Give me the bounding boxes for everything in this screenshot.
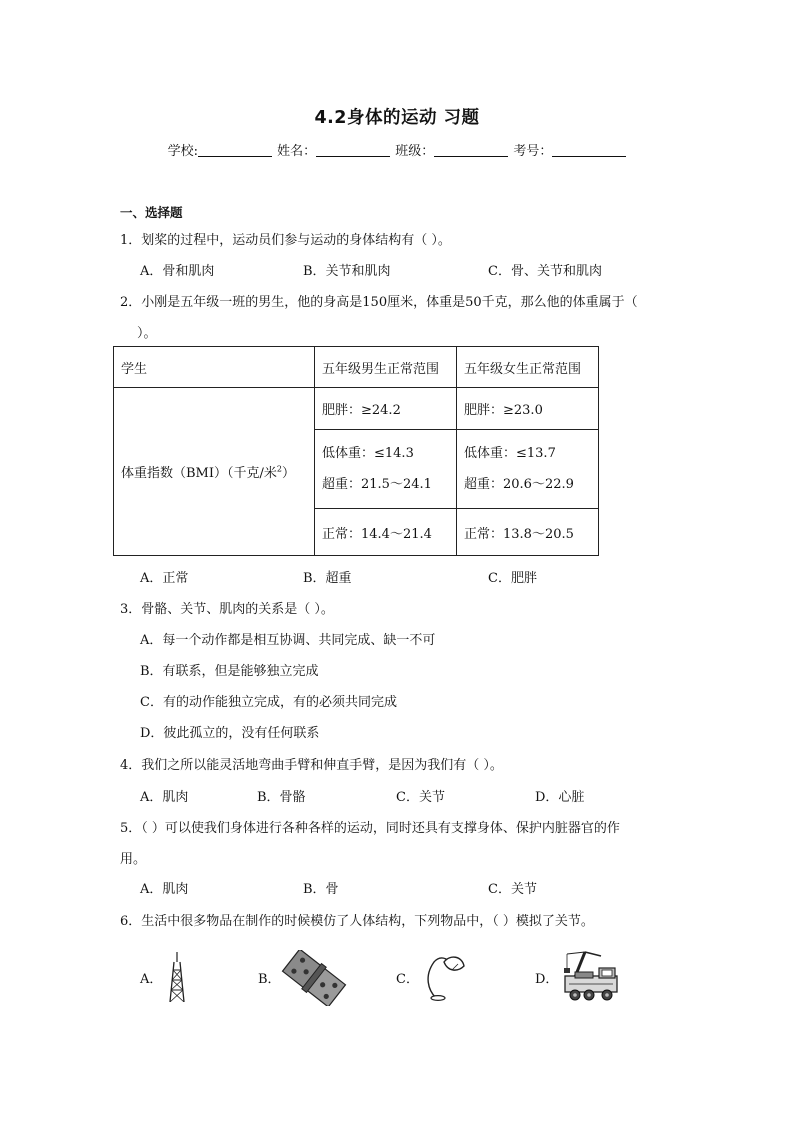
name-blank[interactable]	[316, 143, 390, 157]
girl-over: 超重：20.6～22.9	[464, 477, 574, 492]
q6-option-c[interactable]: C．	[396, 972, 419, 987]
girl-normal-cell: 正常：13.8～20.5	[457, 509, 599, 556]
hinge-icon[interactable]	[279, 950, 349, 1010]
girl-low: 低体重：≤13.7	[464, 446, 556, 461]
boy-obese-cell: 肥胖：≥24.2	[315, 388, 457, 430]
bmi-label-sup: 2	[276, 464, 282, 474]
bmi-table	[113, 346, 599, 556]
question-5-line-2: 用。	[120, 852, 147, 867]
q3-option-d[interactable]: D．彼此孤立的，没有任何联系	[140, 726, 320, 741]
q5-option-a[interactable]: A．肌肉	[140, 882, 189, 897]
q2-option-b[interactable]: B．超重	[303, 571, 352, 586]
table-header-girl: 五年级女生正常范围	[457, 347, 599, 388]
boy-over: 超重：21.5～24.1	[322, 477, 432, 492]
crane-truck-icon[interactable]	[559, 950, 621, 1008]
question-5-line-1: 5．（ ）可以使我们身体进行各种各样的运动，同时还具有支撑身体、保护内脏器官的作	[120, 821, 620, 836]
q1-option-a[interactable]: A．骨和肌肉	[140, 264, 215, 279]
q1-option-c[interactable]: C．骨、关节和肌肉	[488, 264, 602, 279]
desk-lamp-icon[interactable]	[420, 952, 466, 1006]
q3-option-c[interactable]: C．有的动作能独立完成，有的必须共同完成	[140, 695, 397, 710]
question-6: 6．生活中很多物品在制作的时候模仿了人体结构，下列物品中，（ ）模拟了关节。	[120, 914, 594, 929]
question-2-line-2: ）。	[137, 326, 157, 341]
q6-option-b[interactable]: B．	[258, 972, 281, 987]
q4-option-a[interactable]: A．肌肉	[140, 790, 189, 805]
class-label: 班级：	[395, 144, 435, 159]
boy-normal-cell: 正常：14.4～21.4	[315, 509, 457, 556]
boy-low-over-cell	[315, 430, 457, 509]
q1-option-b[interactable]: B．关节和肌肉	[303, 264, 391, 279]
table-row-label	[114, 388, 315, 556]
q5-option-b[interactable]: B．骨	[303, 882, 339, 897]
question-2-line-1: 2．小刚是五年级一班的男生，他的身高是150厘米，体重是50千克，那么他的体重属于（	[120, 295, 638, 310]
q4-option-d[interactable]: D．心脏	[535, 790, 585, 805]
q3-option-a[interactable]: A．每一个动作都是相互协调、共同完成、缺一不可	[140, 633, 436, 648]
exam-no-blank[interactable]	[552, 143, 626, 157]
section-heading: 一、选择题	[120, 205, 183, 220]
q6-option-a[interactable]: A．	[140, 972, 163, 987]
class-blank[interactable]	[434, 143, 508, 157]
q5-option-c[interactable]: C．关节	[488, 882, 537, 897]
q3-option-b[interactable]: B．有联系，但是能够独立完成	[140, 664, 319, 679]
school-label: 学校:	[167, 144, 198, 159]
student-info-line	[0, 140, 794, 159]
girl-low-over-cell	[457, 430, 599, 509]
q4-option-c[interactable]: C．关节	[396, 790, 445, 805]
question-1: 1．划桨的过程中，运动员们参与运动的身体结构有（ ）。	[120, 233, 451, 248]
tower-icon[interactable]	[166, 952, 188, 1006]
table-header-boy: 五年级男生正常范围	[315, 347, 457, 388]
bmi-label: 体重指数（BMI）（千克/米	[121, 466, 277, 481]
q2-option-c[interactable]: C．肥胖	[488, 571, 537, 586]
question-3: 3．骨骼、关节、肌肉的关系是（ ）。	[120, 602, 334, 617]
exam-no-label: 考号：	[513, 144, 553, 159]
q6-option-d[interactable]: D．	[535, 972, 559, 987]
q2-option-a[interactable]: A．正常	[140, 571, 189, 586]
boy-low: 低体重：≤14.3	[322, 446, 414, 461]
school-blank[interactable]	[198, 143, 272, 157]
page-title: 4.2身体的运动 习题	[314, 108, 480, 128]
bmi-label-end: ）	[281, 466, 295, 481]
q4-option-b[interactable]: B．骨骼	[257, 790, 306, 805]
question-4: 4．我们之所以能灵活地弯曲手臂和伸直手臂，是因为我们有（ ）。	[120, 758, 503, 773]
table-header-student: 学生	[114, 347, 315, 388]
girl-obese-cell: 肥胖：≥23.0	[457, 388, 599, 430]
name-label: 姓名：	[277, 144, 317, 159]
